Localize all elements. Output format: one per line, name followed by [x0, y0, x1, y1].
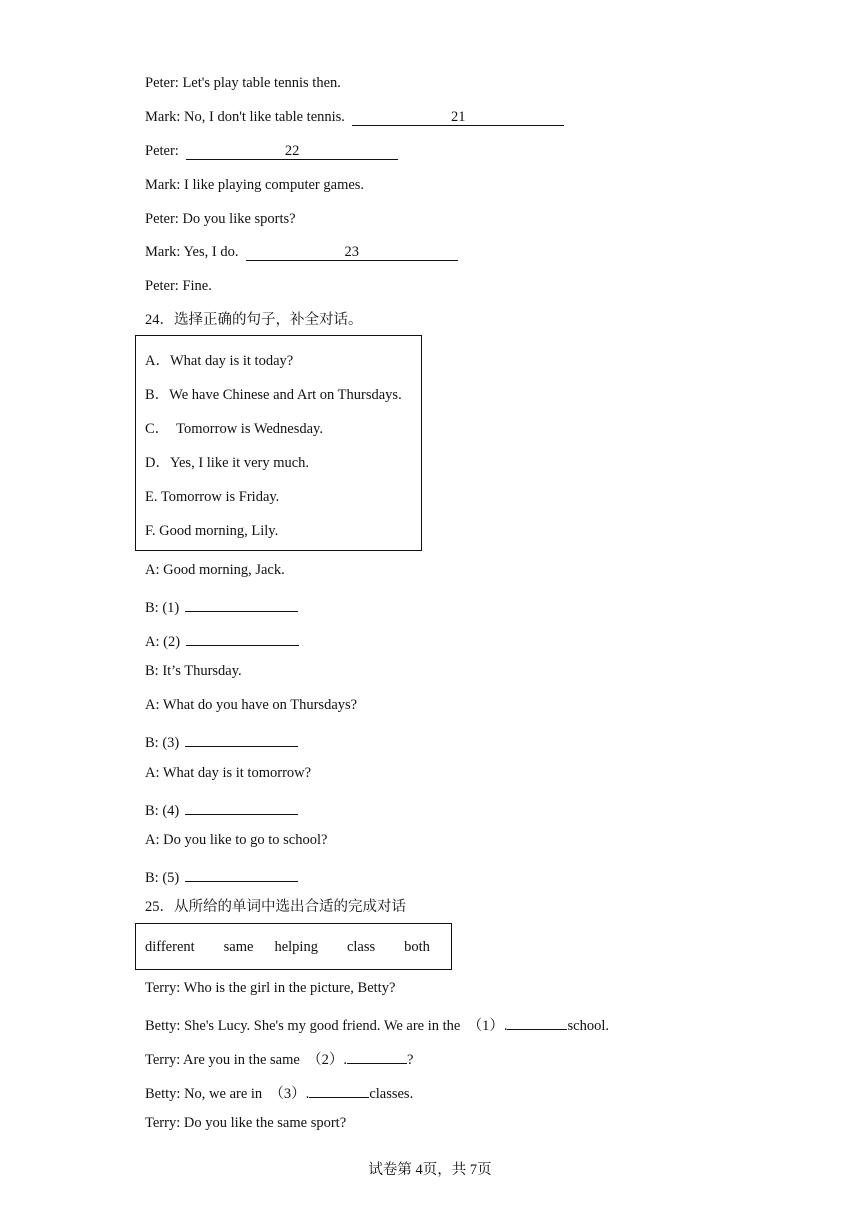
- word-class: class: [346, 939, 376, 955]
- q24-dialog-line-10: [145, 865, 298, 887]
- q24-dialog-line-7: A: What day is it tomorrow?: [145, 765, 312, 781]
- q24-dialog-line-6-text: B: (3): [145, 735, 180, 751]
- answer-blank-23[interactable]: 23: [246, 244, 458, 261]
- option-b: B．We have Chinese and Art on Thursdays.: [145, 387, 402, 403]
- option-a: A．What day is it today?: [145, 353, 294, 369]
- q25-dialog-line-2-post: school.: [567, 1018, 609, 1034]
- q24-dialog-line-1: A: Good morning, Jack.: [145, 562, 285, 578]
- q24-dialog-line-8: [145, 798, 298, 820]
- q25-dialog-line-1: Terry: Who is the girl in the picture, Betty?: [145, 980, 396, 996]
- q25-dialog-line-4: [145, 1081, 413, 1103]
- q24-dialog-line-6: [145, 730, 298, 752]
- q24-dialog-line-5: A: What do you have on Thursdays?: [145, 697, 358, 713]
- q25-dialog-line-5: Terry: Do you like the same sport?: [145, 1115, 347, 1131]
- dialog1-line-2-text: Mark: No, I don't like table tennis.: [145, 109, 345, 125]
- dialog1-line-6: [145, 243, 458, 261]
- q24-dialog-line-9: A: Do you like to go to school?: [145, 832, 328, 848]
- q25-dialog-line-4-pre: Betty: No, we are in （3）.: [145, 1086, 310, 1102]
- q25-dialog-line-4-post: classes.: [369, 1086, 414, 1102]
- q24-dialog-line-2-text: B: (1): [145, 600, 180, 616]
- option-c: C． Tomorrow is Wednesday.: [145, 421, 323, 437]
- answer-blank-4[interactable]: [185, 798, 298, 815]
- dialog1-line-3: [145, 142, 398, 160]
- answer-blank-2[interactable]: [186, 629, 299, 646]
- word-helping: helping: [274, 939, 318, 955]
- word-bank: [145, 938, 430, 956]
- q25-dialog-line-2-pre: Betty: She's Lucy. She's my good friend. We are in the （1）.: [145, 1018, 508, 1034]
- q24-dialog-line-10-text: B: (5): [145, 870, 180, 886]
- answer-blank-q25-1[interactable]: [507, 1013, 567, 1030]
- q24-dialog-line-3-text: A: (2): [145, 634, 181, 650]
- dialog1-line-7: Peter: Fine.: [145, 278, 212, 294]
- answer-blank-5[interactable]: [185, 865, 298, 882]
- option-f: F. Good morning, Lily.: [145, 523, 279, 539]
- word-same: same: [223, 939, 254, 955]
- question-24-title: 24．选择正确的句子，补全对话。: [145, 312, 363, 328]
- q25-dialog-line-3: [145, 1047, 413, 1069]
- dialog1-line-3-text: Peter:: [145, 143, 179, 159]
- answer-blank-21[interactable]: 21: [352, 109, 564, 126]
- question-25-title: 25．从所给的单词中选出合适的完成对话: [145, 899, 406, 915]
- answer-blank-3[interactable]: [185, 730, 298, 747]
- q24-dialog-line-8-text: B: (4): [145, 803, 180, 819]
- word-different: different: [145, 939, 195, 955]
- q24-dialog-line-4: B: It’s Thursday.: [145, 663, 242, 679]
- question-24-options-box: [135, 335, 422, 551]
- answer-blank-q25-3[interactable]: [309, 1081, 369, 1098]
- q25-dialog-line-3-post: ?: [406, 1052, 414, 1068]
- option-d: D．Yes, I like it very much.: [145, 455, 310, 471]
- dialog1-line-6-text: Mark: Yes, I do.: [145, 244, 239, 260]
- dialog1-line-2: [145, 108, 564, 126]
- answer-blank-q25-2[interactable]: [347, 1047, 407, 1064]
- option-e: E. Tomorrow is Friday.: [145, 489, 280, 505]
- dialog1-line-4: Mark: I like playing computer games.: [145, 177, 365, 193]
- page-footer: 试卷第 4页，共 7页: [368, 1162, 492, 1178]
- word-both: both: [404, 939, 430, 955]
- dialog1-line-5: Peter: Do you like sports?: [145, 211, 296, 227]
- answer-blank-1[interactable]: [185, 595, 298, 612]
- q25-dialog-line-3-pre: Terry: Are you in the same （2）.: [145, 1052, 347, 1068]
- q25-dialog-line-2: [145, 1013, 609, 1035]
- answer-blank-22[interactable]: 22: [186, 143, 398, 160]
- q24-dialog-line-2: [145, 595, 298, 617]
- q24-dialog-line-3: [145, 629, 299, 651]
- dialog1-line-1: Peter: Let's play table tennis then.: [145, 75, 341, 91]
- question-25-word-box: [135, 923, 452, 970]
